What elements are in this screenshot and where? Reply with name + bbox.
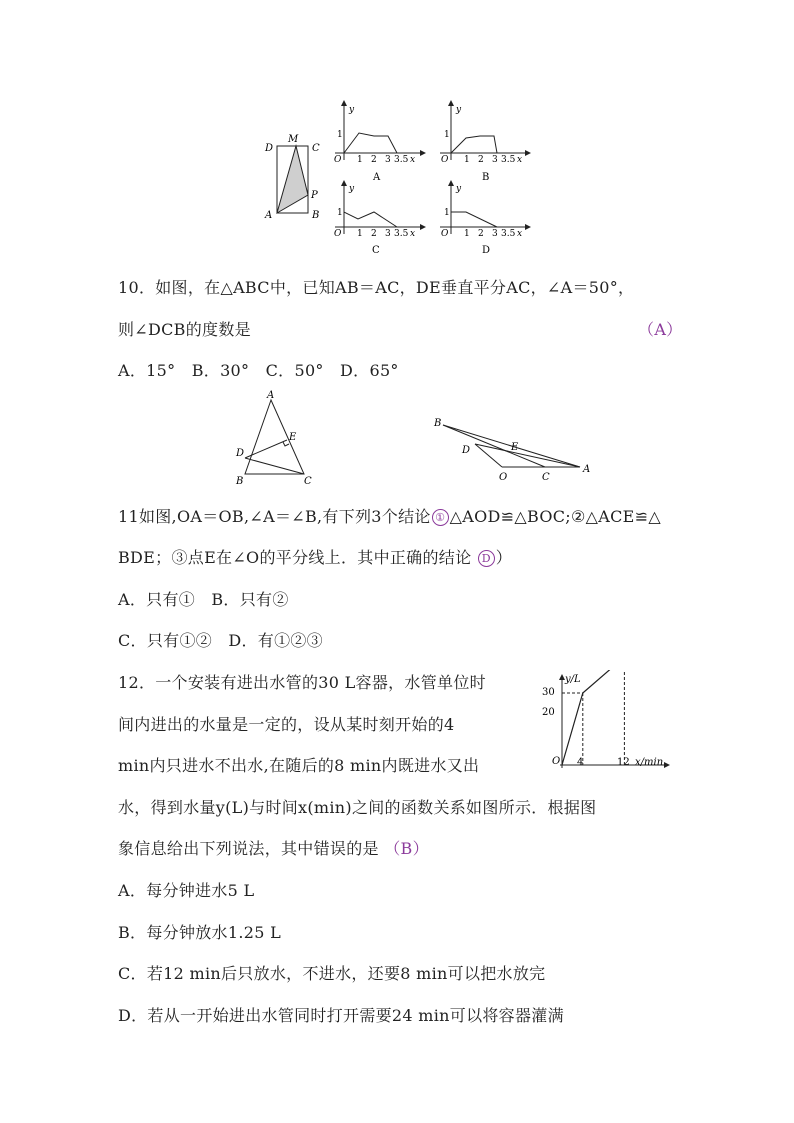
q11-options-text-2: C．只有①② D．有①②③ — [118, 631, 323, 650]
q12-opt-a: A．每分钟进水5 L — [118, 881, 255, 900]
tri-label-D: D — [236, 448, 245, 459]
label-P: P — [311, 190, 318, 201]
fig-label-O: O — [499, 472, 508, 483]
q11-text1: 11如图,OA＝OB,∠A＝∠B,有下列3个结论 — [118, 507, 431, 526]
q9-figure — [0, 0, 794, 260]
q11-line1 — [118, 504, 661, 527]
y-tick-20: 20 — [542, 707, 555, 718]
fig-label-C: C — [542, 472, 550, 483]
q10-stem-text2: 则∠DCB的度数是 — [118, 320, 251, 339]
fig-label-D: D — [462, 445, 471, 456]
graph-d-origin: O — [441, 229, 449, 239]
q12-answer-close: ） — [412, 839, 429, 858]
q10-stem-text1: 10．如图，在△ABC中，已知AB＝AC，DE垂直平分AC，∠A＝50°， — [118, 278, 635, 297]
q11-text2-end: ） — [495, 548, 513, 567]
q10-answer-letter: A — [654, 320, 667, 339]
graph-c-t3: 3 — [385, 229, 391, 239]
q12-answer: （B） — [384, 839, 429, 858]
fig-label-A: A — [583, 464, 591, 475]
q12-text1: 12．一个安装有进出水管的30 L容器，水管单位时 — [118, 673, 486, 692]
q12-option-b — [118, 920, 281, 943]
q11-text1-rest2: △ACE≌△ — [585, 507, 661, 526]
q12-option-d — [118, 1003, 564, 1026]
y-tick-30: 30 — [542, 687, 555, 698]
q12-text2: 间内进出的水量是一定的，设从某时刻开始的4 — [118, 715, 455, 734]
origin-label: O — [552, 756, 561, 767]
q12-option-a — [118, 878, 254, 901]
tri-label-E: E — [289, 432, 297, 443]
y-axis-label: y/L — [565, 674, 581, 685]
graph-a-one: 1 — [337, 130, 343, 140]
tri-label-A: A — [267, 390, 275, 401]
q12-line4 — [118, 795, 596, 818]
q10-figure — [0, 385, 794, 495]
q10-answer: （A） — [638, 320, 683, 339]
q11-text1-rest: △AOD≌△BOC; — [449, 507, 571, 526]
graph-d-t1: 1 — [464, 229, 470, 239]
q11-options-1 — [118, 587, 289, 610]
graph-c-origin: O — [334, 229, 342, 239]
graph-a-caption: A — [373, 172, 381, 183]
q10-stem-line1 — [118, 275, 634, 298]
q12-graph — [0, 670, 794, 780]
graph-a — [334, 100, 426, 183]
graph-c-y: y — [349, 184, 355, 194]
graph-a-t2: 2 — [371, 155, 377, 165]
graph-c-t4: 3.5 — [394, 229, 409, 239]
q12-text3: min内只进水不出水,在随后的8 min内既进水又出 — [118, 756, 480, 775]
graph-b-y: y — [456, 105, 462, 115]
graph-c-caption: C — [372, 245, 380, 256]
graph-d-t2: 2 — [478, 229, 484, 239]
graph-a-t3: 3 — [385, 155, 391, 165]
x-tick-12: 12 — [617, 757, 630, 768]
x-axis-arrow — [664, 762, 670, 768]
graph-a-t1: 1 — [357, 155, 363, 165]
label-M: M — [288, 134, 299, 145]
q11-line2 — [118, 545, 512, 568]
q12-answer-letter: B — [400, 839, 413, 858]
graph-b — [440, 100, 531, 183]
q12-opt-c: C．若12 min后只放水，不进水，还要8 min可以把水放完 — [118, 964, 546, 983]
graph-b-origin: O — [441, 155, 449, 165]
graph-c — [334, 180, 426, 256]
q12-text5: 象信息给出下列说法，其中错误的是 — [118, 839, 379, 858]
graph-d-one: 1 — [444, 208, 450, 218]
q12-text4: 水，得到水量y(L)与时间x(min)之间的函数关系如图所示．根据图 — [118, 798, 597, 817]
graph-d-t3: 3 — [492, 229, 498, 239]
graph-c-x: x — [410, 229, 416, 239]
graph-d — [440, 180, 531, 256]
graph-d-y: y — [456, 184, 462, 194]
graph-d-x: x — [517, 229, 523, 239]
graph-b-t3: 3 — [492, 155, 498, 165]
label-D: D — [265, 143, 274, 154]
fig-label-E: E — [511, 442, 519, 453]
graph-a-t4: 3.5 — [394, 155, 409, 165]
q11-circle-2-text: ② — [571, 507, 586, 526]
x-axis-label: x/min — [635, 757, 664, 768]
q11-options-text-1: A．只有① B．只有② — [118, 590, 289, 609]
q12-opt-d: D．若从一开始进出水管同时打开需要24 min可以将容器灌满 — [118, 1006, 564, 1025]
graph-d-caption: D — [482, 245, 491, 256]
graph-b-one: 1 — [444, 130, 450, 140]
graph-a-origin: O — [334, 155, 342, 165]
q11-circle-1: ① — [432, 509, 449, 526]
graph-b-x: x — [517, 155, 523, 165]
q12-opt-b: B．每分钟放水1.25 L — [118, 923, 281, 942]
label-C: C — [312, 143, 320, 154]
fig-label-B: B — [434, 418, 442, 429]
q11-options-2 — [118, 628, 323, 651]
graph-c-t1: 1 — [357, 229, 363, 239]
graph-b-t2: 2 — [478, 155, 484, 165]
q10-stem-line2 — [118, 317, 683, 340]
label-B: B — [312, 210, 320, 221]
graph-a-x: x — [410, 155, 416, 165]
q12-option-c — [118, 961, 545, 984]
q12-line5 — [118, 836, 429, 859]
x-tick-4: 4 — [577, 757, 584, 768]
rectangle-figure — [277, 146, 308, 213]
graph-b-t4: 3.5 — [501, 155, 516, 165]
graph-b-caption: B — [482, 172, 490, 183]
q11-text2: BDE；③点E在∠O的平分线上．其中正确的结论 — [118, 548, 472, 567]
graph-c-one: 1 — [337, 208, 343, 218]
graph-a-y: y — [349, 105, 355, 115]
tri-label-B: B — [236, 476, 244, 487]
tri-label-C: C — [304, 476, 312, 487]
graph-b-t1: 1 — [464, 155, 470, 165]
q10-options-text: A．15° B．30° C．50° D．65° — [118, 361, 399, 380]
q11-answer: D — [478, 550, 495, 567]
graph-c-t2: 2 — [371, 229, 377, 239]
label-A: A — [265, 210, 273, 221]
q10-options — [118, 358, 399, 381]
graph-d-t4: 3.5 — [501, 229, 516, 239]
